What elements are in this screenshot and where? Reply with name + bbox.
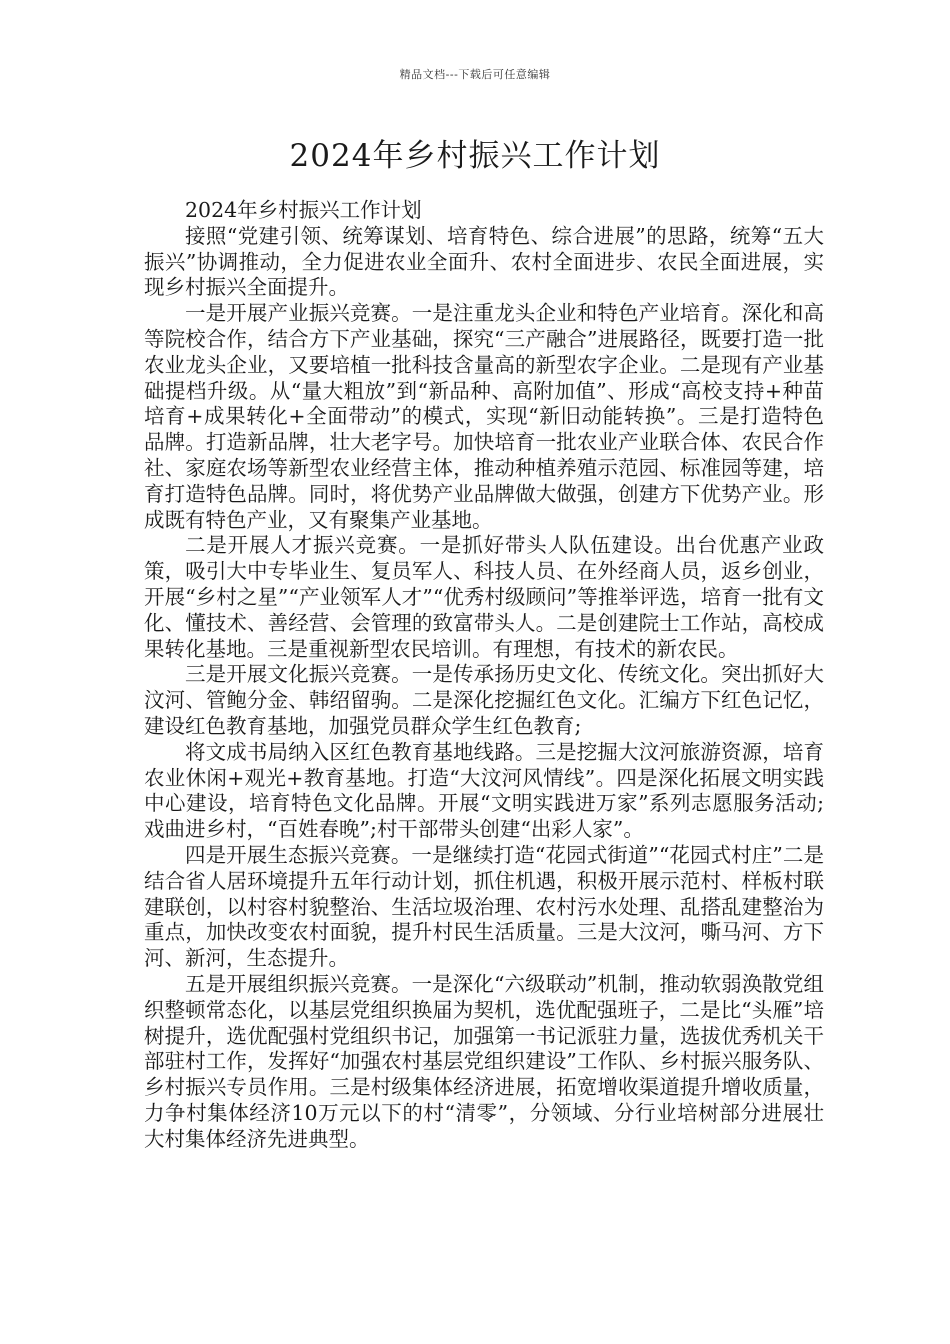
document-subtitle: 2024年乡村振兴工作计划 — [185, 198, 422, 222]
intro-paragraph: 接照“党建引领、统筹谋划、培育特色、综合进展”的思路，统筹“五大振兴”协调推动，全力促进农业全面升、农村全面进步、农民全面进展，实现乡村振兴全面提升。 — [144, 223, 824, 300]
page-header-note: 精品文档---下载后可任意编辑 — [399, 68, 551, 81]
culture-revitalization-continued-paragraph: 将文成书局纳入区红色教育基地线路。三是挖掘大汶河旅游资源，培育农业休闲+观光+教育基地。打造“大汶河风情线”。四是深化拓展文明实践中心建设，培育特色文化品牌。开展“文明实践进万家”系列志愿服务活动;戏曲进乡村，“百姓春晚”;村干部带头创建“出彩人家”。 — [144, 739, 824, 842]
ecology-revitalization-paragraph: 四是开展生态振兴竞赛。一是继续打造“花园式街道”“花园式村庄”二是结合省人居环境提升五年行动计划，抓住机遇，积极开展示范村、样板村联建联创，以村容村貌整治、生活垃圾治理、农村污水处理、乱搭乱建整治为重点，加快改变农村面貌，提升村民生活质量。三是大汶河，嘶马河、方下河、新河，生态提升。 — [144, 842, 824, 971]
document-body — [144, 198, 824, 1152]
organization-revitalization-paragraph: 五是开展组织振兴竞赛。一是深化“六级联动”机制，推动软弱涣散党组织整顿常态化，以基层党组织换届为契机，选优配强班子，二是比“头雁”培树提升，选优配强村党组织书记，加强第一书记派驻力量，选拔优秀机关干部驻村工作，发挥好“加强农村基层党组织建设”工作队、乡村振兴服务队、乡村振兴专员作用。三是村级集体经济进展，拓宽增收渠道提升增收质量，力争村集体经济10万元以下的村“清零”，分领域、分行业培树部分进展壮大村集体经济先进典型。 — [144, 971, 824, 1151]
talent-revitalization-paragraph: 二是开展人才振兴竞赛。一是抓好带头人队伍建设。出台优惠产业政策，吸引大中专毕业生、复员军人、科技人员、在外经商人员，返乡创业，开展“乡村之星”“产业领军人才”“优秀村级顾问”等推举评选，培育一批有文化、懂技术、善经营、会管理的致富带头人。二是创建院士工作站，高校成果转化基地。三是重视新型农民培训。有理想，有技术的新农民。 — [144, 533, 824, 661]
culture-revitalization-paragraph: 三是开展文化振兴竞赛。一是传承扬历史文化、传统文化。突出抓好大汶河、管鲍分金、韩绍留驹。二是深化挖掘红色文化。汇编方下红色记忆，建设红色教育基地，加强党员群众学生红色教育; — [144, 662, 824, 738]
document-title: 2024年乡村振兴工作计划 — [289, 138, 661, 174]
industry-revitalization-paragraph: 一是开展产业振兴竞赛。一是注重龙头企业和特色产业培育。深化和高等院校合作，结合方下产业基础，探究“三产融合”进展路径，既要打造一批农业龙头企业，又要培植一批科技含量高的新型农字企业。二是现有产业基础提档升级。从“量大粗放”到“新品种、高附加值”、形成“高校支持+种苗培育+成果转化+全面带动”的模式，实现“新旧动能转换”。三是打造特色品牌。打造新品牌，壮大老字号。加快培育一批农业产业联合体、农民合作社、家庭农场等新型农业经营主体，推动种植养殖示范园、标准园等建，培育打造特色品牌。同时，将优势产业品牌做大做强，创建方下优势产业。形成既有特色产业，又有聚集产业基地。 — [144, 301, 824, 532]
